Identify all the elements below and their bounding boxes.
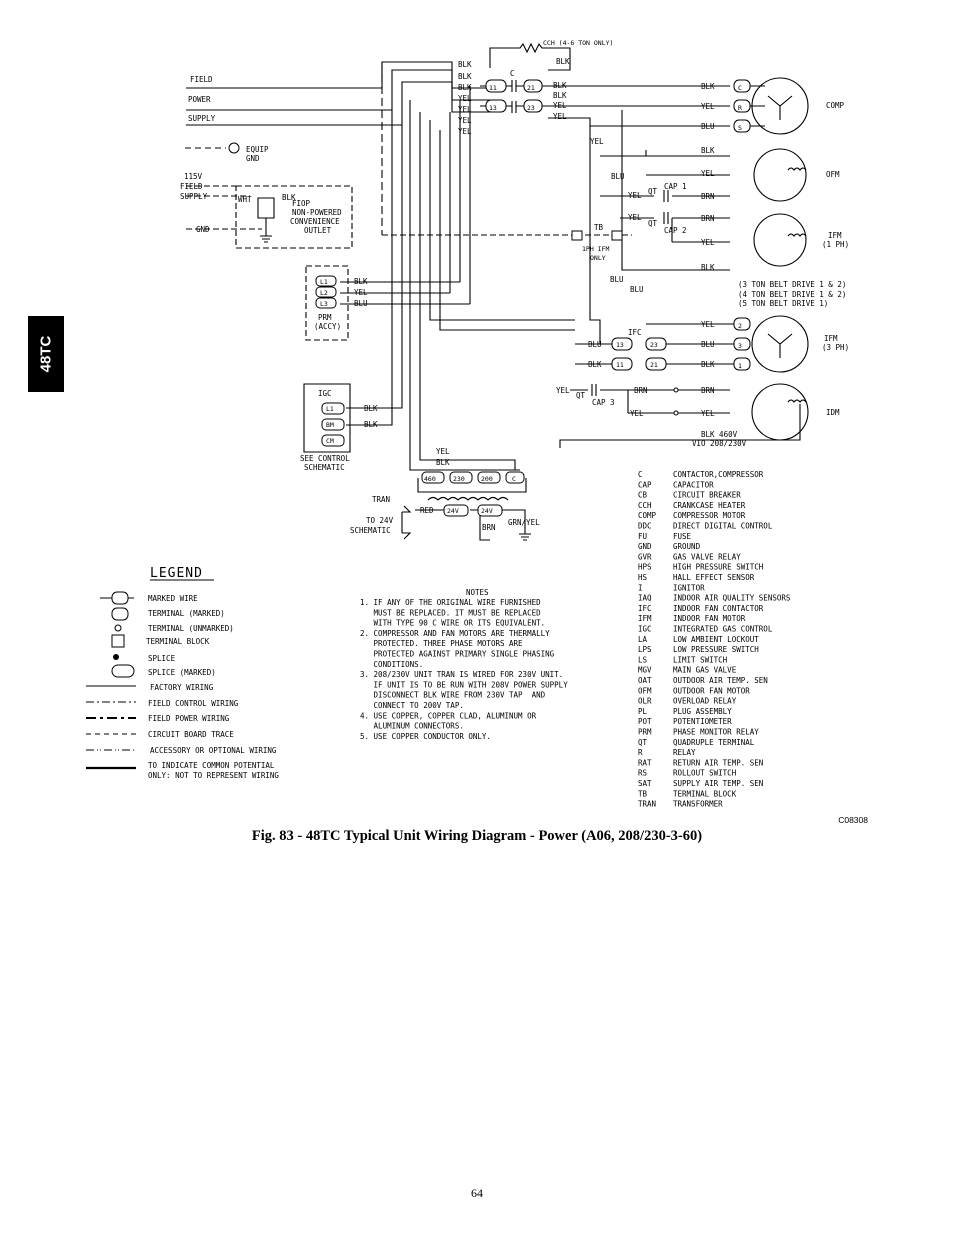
outlet-blk-label: BLK bbox=[282, 193, 296, 202]
notes-title: NOTES bbox=[466, 588, 489, 597]
abbreviation-meaning: TRANSFORMER bbox=[673, 799, 723, 809]
abbreviation-code: CCH bbox=[638, 500, 652, 510]
tran-label: TRAN bbox=[372, 495, 391, 504]
note-line: DISCONNECT BLK WIRE FROM 230V TAP AND bbox=[360, 690, 546, 700]
supply-115-label: SUPPLY bbox=[180, 192, 208, 201]
abbreviation-code: IAQ bbox=[638, 593, 652, 603]
abbreviation-meaning: GAS VALVE RELAY bbox=[673, 552, 741, 562]
splice-unmarked-1 bbox=[674, 388, 678, 392]
grn-yel-label: GRN/YEL bbox=[508, 518, 540, 527]
prm-wire-yel: YEL bbox=[354, 288, 368, 297]
ifc-23-label: 23 bbox=[650, 341, 658, 349]
wire-label-ifm-blk: BLK bbox=[701, 263, 715, 272]
igc-wire-blk-1: BLK bbox=[364, 404, 378, 413]
wire-label-ifm-yel: YEL bbox=[701, 238, 715, 247]
gnd-label: GND bbox=[246, 154, 260, 163]
abbreviation-meaning: OUTDOOR AIR TEMP. SEN bbox=[673, 676, 768, 685]
terminal-23-label: 23 bbox=[527, 104, 535, 112]
v115-label: 115V bbox=[184, 172, 203, 181]
abbreviation-code: QT bbox=[638, 737, 648, 747]
terminal-3 bbox=[734, 338, 750, 350]
wire-label-cap1-yel: YEL bbox=[628, 191, 642, 200]
abbreviation-code: GVR bbox=[638, 552, 652, 562]
abbreviation-code: GND bbox=[638, 542, 652, 552]
abbreviation-code: COMP bbox=[638, 511, 657, 521]
ifm1-ph-label: (1 PH) bbox=[822, 240, 850, 249]
wire-label-yel-3: YEL bbox=[458, 116, 472, 125]
abbreviation-code: I bbox=[638, 583, 643, 593]
abbreviation-code: MGV bbox=[638, 665, 652, 675]
to-24v-schematic-label: SCHEMATIC bbox=[350, 526, 391, 535]
wire-label-yel-1: YEL bbox=[458, 94, 472, 103]
abbreviation-code: OFM bbox=[638, 686, 652, 696]
abbreviation-code: HPS bbox=[638, 562, 652, 572]
contactor-label: C bbox=[510, 69, 515, 78]
power-label: POWER bbox=[188, 95, 211, 104]
legend-item-9: CIRCUIT BOARD TRACE bbox=[148, 730, 234, 739]
wire-label-cap3-yel: YEL bbox=[556, 386, 570, 395]
abbreviation-meaning: HALL EFFECT SENSOR bbox=[673, 573, 755, 582]
wire-label-cap2-brn: BRN bbox=[701, 214, 715, 223]
wire-igc-bm bbox=[346, 110, 392, 425]
abbreviation-meaning: PLUG ASSEMBLY bbox=[673, 706, 732, 716]
note-line: IF UNIT IS TO BE RUN WITH 208V POWER SUPPLY bbox=[360, 680, 568, 690]
supply-label: SUPPLY bbox=[188, 114, 216, 123]
abbreviation-code: TB bbox=[638, 789, 648, 799]
legend-terminal-block-icon bbox=[112, 635, 124, 647]
tran-wire-yel: YEL bbox=[436, 447, 450, 456]
wire-label-blk-c2: BLK bbox=[553, 91, 567, 100]
abbreviation-code: TRAN bbox=[638, 799, 657, 809]
blk-460-label: BLK 460V bbox=[701, 430, 738, 439]
legend-terminal-unmarked-icon bbox=[115, 625, 121, 631]
contactor-contacts bbox=[512, 80, 516, 113]
schematic-label: SCHEMATIC bbox=[304, 463, 345, 472]
legend-title: LEGEND bbox=[150, 566, 203, 581]
abbreviation-code: C bbox=[638, 470, 643, 479]
section-tab-label: 48TC bbox=[37, 335, 55, 373]
abbreviation-meaning: RETURN AIR TEMP. SEN bbox=[673, 758, 764, 768]
tb-label: TB bbox=[594, 223, 604, 232]
wire-label-idm-yel-1: YEL bbox=[630, 409, 644, 418]
figure-code: C08308 bbox=[838, 815, 868, 825]
note-line: ALUMINUM CONNECTORS. bbox=[360, 721, 464, 731]
terminal-2-label: 2 bbox=[738, 322, 742, 330]
abbreviation-meaning: ROLLOUT SWITCH bbox=[673, 768, 737, 778]
abbreviation-meaning: LOW AMBIENT LOCKOUT bbox=[673, 634, 759, 644]
igc-wire-blk-2: BLK bbox=[364, 420, 378, 429]
note-line: CONDITIONS. bbox=[360, 659, 424, 669]
wire-label-ifm3-blu: BLU bbox=[701, 340, 715, 349]
legend-item-12: ONLY: NOT TO REPRESENT WIRING bbox=[148, 771, 279, 780]
note-line: PROTECTED AGAINST PRIMARY SINGLE PHASING bbox=[360, 649, 555, 659]
sec-24v-label-2: 24V bbox=[481, 507, 493, 515]
fiop-label: FIOP bbox=[292, 199, 311, 208]
comp-label: COMP bbox=[826, 101, 845, 110]
abbreviation-code: PRM bbox=[638, 727, 652, 737]
ofm-winding bbox=[788, 168, 806, 170]
wire-label-comp-yel: YEL bbox=[701, 102, 715, 111]
legend-item-7: FIELD CONTROL WIRING bbox=[148, 699, 239, 708]
terminal-1 bbox=[734, 358, 750, 370]
abbreviation-meaning: IGNITOR bbox=[673, 583, 705, 593]
wire-label-ifc-blk: BLK bbox=[588, 360, 602, 369]
wire-label-yel-c2: YEL bbox=[553, 112, 567, 121]
legend-item-4: SPLICE bbox=[148, 654, 176, 663]
legend-marked-wire-icon bbox=[112, 592, 128, 604]
wire-tran-blk bbox=[410, 100, 520, 470]
idm-label: IDM bbox=[826, 408, 840, 417]
abbreviation-meaning: LIMIT SWITCH bbox=[673, 655, 728, 665]
wire-label-idm-brn: BRN bbox=[701, 386, 715, 395]
non-powered-label: NON-POWERED bbox=[292, 208, 342, 217]
igc-cm-label: CM bbox=[326, 437, 334, 445]
abbreviation-code: IFM bbox=[638, 614, 652, 624]
abbreviation-meaning: COMPRESSOR MOTOR bbox=[673, 511, 746, 521]
tap-c-label: C bbox=[512, 475, 516, 483]
cap3-label: CAP 3 bbox=[592, 398, 615, 407]
tb-left bbox=[572, 231, 582, 240]
legend-item-5: SPLICE (MARKED) bbox=[148, 668, 216, 677]
abbreviation-code: FU bbox=[638, 531, 648, 541]
splice-unmarked-2 bbox=[674, 411, 678, 415]
page-number: 64 bbox=[471, 1186, 483, 1200]
wire-label-blu-2: BLU bbox=[610, 275, 624, 284]
ifc-11-label: 11 bbox=[616, 361, 624, 369]
cap1-label: CAP 1 bbox=[664, 182, 687, 191]
abbreviation-meaning: MAIN GAS VALVE bbox=[673, 665, 737, 675]
wire-label-ofm-yel: YEL bbox=[701, 169, 715, 178]
vio-208-label: VIO 208/230V bbox=[692, 439, 747, 448]
qt-label-1: QT bbox=[648, 187, 658, 196]
abbreviation-code: R bbox=[638, 748, 643, 758]
abbreviation-meaning: POTENTIOMETER bbox=[673, 717, 732, 727]
tran-brn-label: BRN bbox=[482, 523, 496, 532]
abbreviation-code: DDC bbox=[638, 521, 652, 531]
abbreviation-code: POT bbox=[638, 717, 652, 727]
prm-l3-label: L3 bbox=[320, 300, 328, 308]
abbreviation-meaning: DIRECT DIGITAL CONTROL bbox=[673, 521, 773, 531]
ifc-13-label: 13 bbox=[616, 341, 624, 349]
tap-200-label: 200 bbox=[481, 475, 493, 483]
note-line: 1. IF ANY OF THE ORIGINAL WIRE FURNISHED bbox=[360, 598, 541, 607]
field-label: FIELD bbox=[190, 75, 213, 84]
terminal-r-label: R bbox=[738, 104, 742, 112]
outlet-label: OUTLET bbox=[304, 226, 332, 235]
note-line: 4. USE COPPER, COPPER CLAD, ALUMINUM OR bbox=[360, 711, 537, 721]
tran-wire-blk: BLK bbox=[436, 458, 450, 467]
abbreviation-code: IFC bbox=[638, 603, 652, 613]
abbreviation-meaning: FUSE bbox=[673, 531, 692, 541]
igc-label: IGC bbox=[318, 389, 332, 398]
belt-drive-1: (3 TON BELT DRIVE 1 & 2) bbox=[738, 280, 847, 289]
terminal-11-label: 11 bbox=[489, 84, 497, 92]
wire-label-comp-blk: BLK bbox=[701, 82, 715, 91]
wire-yel-ifm bbox=[430, 120, 575, 320]
qt-label-3: QT bbox=[576, 391, 586, 400]
prm-accy-label: (ACCY) bbox=[314, 322, 342, 331]
wire-label-yel-4: YEL bbox=[458, 127, 472, 136]
wire-igc-l1 bbox=[346, 125, 402, 408]
belt-drive-3: (5 TON BELT DRIVE 1) bbox=[738, 299, 829, 308]
cap2-label: CAP 2 bbox=[664, 226, 687, 235]
figure-caption: Fig. 83 - 48TC Typical Unit Wiring Diagram - Power (A06, 208/230-3-60) bbox=[251, 828, 703, 844]
prm-wire-blu: BLU bbox=[354, 299, 368, 308]
abbreviation-meaning: CAPACITOR bbox=[673, 480, 714, 490]
terminal-3-label: 3 bbox=[738, 342, 742, 350]
idm-winding bbox=[788, 400, 806, 402]
legend-item-11: TO INDICATE COMMON POTENTIAL bbox=[148, 761, 275, 770]
legend-item-8: FIELD POWER WIRING bbox=[148, 714, 230, 723]
abbreviation-meaning: OVERLOAD RELAY bbox=[673, 696, 737, 706]
belt-drive-2: (4 TON BELT DRIVE 1 & 2) bbox=[738, 290, 847, 299]
prm-label: PRM bbox=[318, 313, 332, 322]
abbreviation-code: SAT bbox=[638, 779, 652, 788]
abbreviation-code: CAP bbox=[638, 480, 652, 490]
abbreviation-meaning: INDOOR FAN MOTOR bbox=[673, 614, 746, 624]
qt-label-2: QT bbox=[648, 219, 658, 228]
legend-terminal-marked-icon bbox=[112, 608, 128, 620]
wire-label-ifc-blu: BLU bbox=[588, 340, 602, 349]
tran-coil bbox=[428, 498, 508, 501]
comp-winding bbox=[768, 96, 792, 120]
note-line: 2. COMPRESSOR AND FAN MOTORS ARE THERMALLY bbox=[360, 628, 550, 638]
prm-l1-label: L1 bbox=[320, 278, 328, 286]
legend-item-3: TERMINAL BLOCK bbox=[146, 637, 210, 646]
note-line: MUST BE REPLACED. IT MUST BE REPLACED bbox=[360, 608, 541, 618]
sec-24v-label-1: 24V bbox=[447, 507, 459, 515]
wht-label: WHT bbox=[238, 195, 252, 204]
note-line: PROTECTED. THREE PHASE MOTORS ARE bbox=[360, 639, 523, 649]
gnd-outlet-label: GND bbox=[196, 225, 210, 234]
equip-label: EQUIP bbox=[246, 145, 269, 154]
abbreviation-code: RAT bbox=[638, 758, 652, 768]
tran-bracket bbox=[402, 506, 410, 539]
ifc-label: IFC bbox=[628, 328, 642, 337]
note-line: CONNECT TO 200V TAP. bbox=[360, 701, 464, 710]
wire-label-blk-cch: BLK bbox=[556, 57, 570, 66]
note-line: WITH TYPE 90 C WIRE OR ITS EQUIVALENT. bbox=[360, 618, 546, 628]
terminal-c-label: C bbox=[738, 84, 742, 92]
wire-tran-yel bbox=[420, 112, 515, 470]
wire-label-ofm-blk: BLK bbox=[701, 146, 715, 155]
ifc-21-label: 21 bbox=[650, 361, 658, 369]
abbreviation-meaning: CONTACTOR,COMPRESSOR bbox=[673, 470, 764, 479]
legend-splice-marked-icon bbox=[112, 665, 134, 677]
terminal-13-label: 13 bbox=[489, 104, 497, 112]
legend-item-0: MARKED WIRE bbox=[148, 594, 198, 603]
ifm1-label: IFM bbox=[828, 231, 842, 240]
abbreviation-meaning: INDOOR AIR QUALITY SENSORS bbox=[673, 593, 791, 603]
tap-230-label: 230 bbox=[453, 475, 465, 483]
wire-label-idm-yel-2: YEL bbox=[701, 409, 715, 418]
abbreviation-list bbox=[638, 470, 791, 809]
terminal-s bbox=[734, 120, 750, 132]
notes-list bbox=[360, 598, 568, 741]
wire-label-blu-3: BLU bbox=[630, 285, 644, 294]
legend-item-2: TERMINAL (UNMARKED) bbox=[148, 624, 234, 633]
legend-item-1: TERMINAL (MARKED) bbox=[148, 609, 225, 618]
wire-label-ifm3-yel: YEL bbox=[701, 320, 715, 329]
wire-label-cap3-brn: BRN bbox=[634, 386, 648, 395]
tap-460-label: 460 bbox=[424, 475, 436, 483]
ifm3-label: IFM bbox=[824, 334, 838, 343]
equip-gnd-icon bbox=[229, 143, 239, 153]
abbreviation-code: OAT bbox=[638, 676, 652, 685]
wire-label-blk-3: BLK bbox=[458, 83, 472, 92]
wire-label-yel-bus: YEL bbox=[590, 137, 604, 146]
wire-label-cap1-brn: BRN bbox=[701, 192, 715, 201]
igc-l1-label: L1 bbox=[326, 405, 334, 413]
terminal-21-label: 21 bbox=[527, 84, 535, 92]
ifm3-winding bbox=[768, 334, 792, 358]
legend-item-10: ACCESSORY OR OPTIONAL WIRING bbox=[150, 746, 277, 755]
abbreviation-meaning: PHASE MONITOR RELAY bbox=[673, 727, 759, 737]
terminal-2 bbox=[734, 318, 750, 330]
wire-l2 bbox=[186, 70, 490, 110]
wire-label-cap2-yel: YEL bbox=[628, 213, 642, 222]
igc-bm-label: BM bbox=[326, 421, 334, 429]
cch-label: CCH (4-6 TON ONLY) bbox=[543, 39, 614, 47]
outlet-receptacle bbox=[258, 198, 274, 218]
wire-label-blk-c1: BLK bbox=[553, 81, 567, 90]
wire-label-yel-2: YEL bbox=[458, 105, 472, 114]
abbreviation-meaning: GROUND bbox=[673, 542, 701, 552]
ifm-1ph-only-label: 1PH IFM bbox=[582, 245, 610, 253]
outlet-ground bbox=[260, 218, 272, 242]
field-115-label: FIELD bbox=[180, 182, 203, 191]
wire-label-ifm3-blk: BLK bbox=[701, 360, 715, 369]
abbreviation-meaning: SUPPLY AIR TEMP. SEN bbox=[673, 779, 764, 788]
ifm-1ph-motor-icon bbox=[754, 214, 806, 266]
prm-wire-blk: BLK bbox=[354, 277, 368, 286]
abbreviation-code: PL bbox=[638, 706, 648, 716]
abbreviation-code: HS bbox=[638, 573, 648, 582]
terminal-r bbox=[734, 100, 750, 112]
ifm3-ph-label: (3 PH) bbox=[822, 343, 850, 352]
abbreviation-meaning: QUADRUPLE TERMINAL bbox=[673, 737, 755, 747]
abbreviation-code: LA bbox=[638, 634, 648, 644]
ofm-motor-icon bbox=[754, 149, 806, 201]
terminal-c bbox=[734, 80, 750, 92]
idm-return bbox=[560, 404, 800, 448]
wire-label-blk-2: BLK bbox=[458, 72, 472, 81]
legend-item-6: FACTORY WIRING bbox=[150, 683, 214, 692]
wire-label-blu-bus: BLU bbox=[611, 172, 625, 181]
abbreviation-meaning: OUTDOOR FAN MOTOR bbox=[673, 686, 750, 696]
abbreviation-code: IGC bbox=[638, 624, 652, 634]
abbreviation-meaning: HIGH PRESSURE SWITCH bbox=[673, 562, 764, 572]
abbreviation-code: RS bbox=[638, 768, 648, 778]
terminal-s-label: S bbox=[738, 124, 742, 132]
convenience-label: CONVENIENCE bbox=[290, 217, 340, 226]
abbreviation-meaning: LOW PRESSURE SWITCH bbox=[673, 645, 759, 655]
abbreviation-meaning: TERMINAL BLOCK bbox=[673, 789, 737, 799]
to-24v-label: TO 24V bbox=[366, 516, 394, 525]
abbreviation-meaning: RELAY bbox=[673, 748, 696, 758]
prm-l2-label: L2 bbox=[320, 289, 328, 297]
note-line: 5. USE COPPER CONDUCTOR ONLY. bbox=[360, 731, 491, 741]
ifm1-winding bbox=[788, 234, 806, 236]
wire-l1 bbox=[186, 62, 490, 88]
tb-right bbox=[612, 231, 622, 240]
tran-red-label: RED bbox=[420, 506, 434, 515]
ifm-only-label: ONLY bbox=[590, 254, 606, 262]
wire-label-blk-1: BLK bbox=[458, 60, 472, 69]
abbreviation-meaning: CIRCUIT BREAKER bbox=[673, 490, 741, 500]
abbreviation-code: LS bbox=[638, 655, 648, 665]
abbreviation-code: LPS bbox=[638, 645, 652, 655]
wire-label-comp-blu: BLU bbox=[701, 122, 715, 131]
wire-label-yel-c1: YEL bbox=[553, 101, 567, 110]
terminal-1-label: 1 bbox=[738, 362, 742, 370]
abbreviation-meaning: INTEGRATED GAS CONTROL bbox=[673, 624, 773, 634]
note-line: 3. 208/230V UNIT TRAN IS WIRED FOR 230V UNIT. bbox=[360, 670, 564, 680]
ofm-label: OFM bbox=[826, 170, 840, 179]
abbreviation-code: CB bbox=[638, 490, 648, 500]
abbreviation-meaning: CRANKCASE HEATER bbox=[673, 500, 746, 510]
abbreviation-meaning: INDOOR FAN CONTACTOR bbox=[673, 603, 764, 613]
legend-splice-icon bbox=[113, 654, 119, 660]
see-control-label: SEE CONTROL bbox=[300, 454, 350, 463]
abbreviation-code: OLR bbox=[638, 696, 652, 706]
